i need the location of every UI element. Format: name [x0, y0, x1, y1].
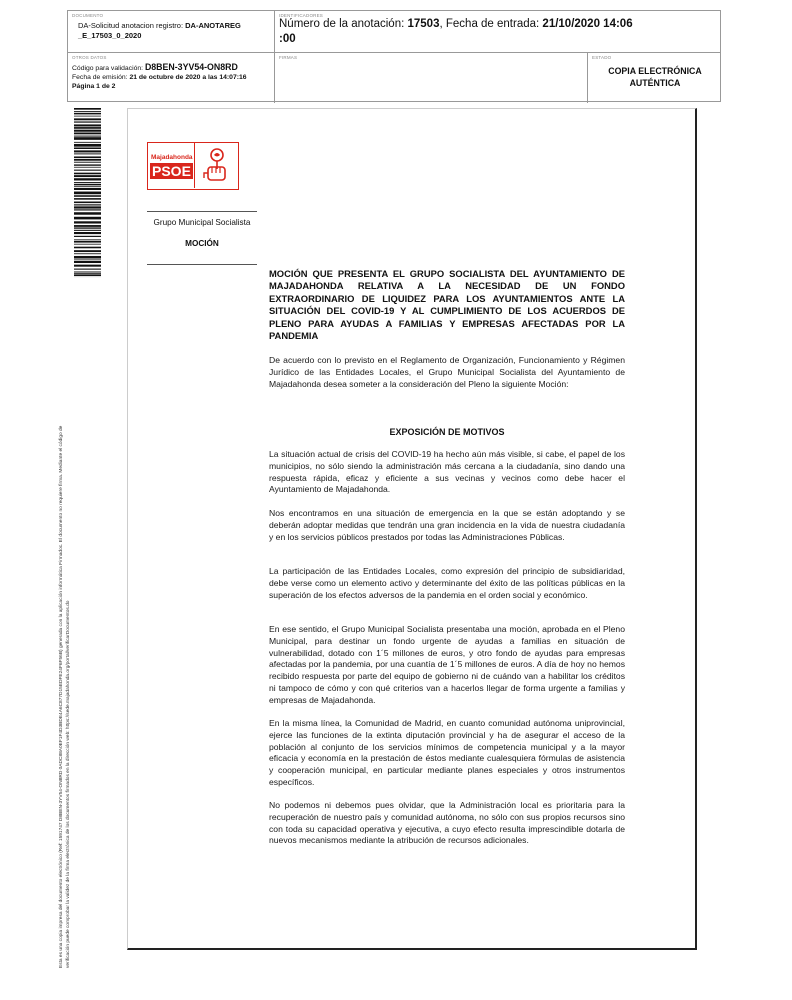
documento-code-suffix: _E_17503_0_2020 — [78, 31, 142, 40]
estado-label: ESTADO — [592, 55, 612, 60]
documento-code: DA-ANOTAREG — [185, 21, 241, 30]
barcode-bar — [74, 265, 101, 267]
verification-side-note — [58, 288, 72, 968]
otros-datos-cell — [68, 53, 275, 103]
barcode-bar — [74, 150, 101, 152]
estado-cell — [588, 53, 721, 103]
barcode-bar — [74, 111, 101, 112]
barcode-bar — [74, 217, 101, 220]
paragraph-1: La situación actual de crisis del COVID-19 ha hecho aún más visible, si cabe, el papel de los municipios, no sólo siendo la administración más cercana a la ciudadanía, sino dando una respuesta rápida, eficaz y eficiente a sus vecinas y vecinos como debe hacer el Ayuntamiento de Majadahonda. — [269, 449, 625, 495]
group-name: Grupo Municipal Socialista — [153, 218, 251, 227]
fecha-entrada-cont: :00 — [279, 33, 296, 45]
barcode-bar — [74, 227, 101, 228]
identificadores-label: IDENTIFICADORES — [279, 13, 324, 18]
barcode-bar — [74, 159, 101, 161]
barcode-bar — [74, 202, 101, 204]
section-heading: EXPOSICIÓN DE MOTIVOS — [389, 427, 505, 437]
fecha-entrada: 21/10/2020 14:06 — [542, 18, 633, 30]
document-type: MOCIÓN — [185, 239, 219, 248]
paragraph-6: No podemos ni debemos pues olvidar, que la Administración local es prioritaria para la recuperación de nuestro país y comunidad autónoma, no sólo con sus propios recursos sino con toda su capacidad operativa y ejecutiva, a cuyo efecto resulta imprescindible dotarla de nuevos mecanismos mediante la atribución de recursos adicionales. — [269, 800, 625, 846]
document-header — [67, 10, 721, 102]
rule-bottom — [147, 264, 257, 265]
barcode-bar — [74, 170, 101, 171]
motion-title: MOCIÓN QUE PRESENTA EL GRUPO SOCIALISTA DEL AYUNTAMIENTO DE MAJADAHONDA RELATIVA A LA NECESIDAD DE UN FONDO EXTRAORDINARIO DE LIQUIDEZ PARA LOS AYUNTAMIENTOS ANTE LA SITUACIÓN DEL COVID-19 Y AL CUMPLIMIENTO DE LOS ACUERDOS DE PLENO PARA AYUDAS A FAMILIAS Y EMPRESAS AFECTADAS POR LA PANDEMIA — [269, 268, 625, 342]
barcode-bar — [74, 206, 101, 208]
paragraph-2: Nos encontramos en una situación de emergencia en la que se están adoptando y se deberán adoptar medidas que tendrán una gran incidencia en la vida de nuestra ciudadanía y en los servicios públicos prestados por todas las Administraciones Públicas. — [269, 508, 625, 542]
barcode-bar — [74, 259, 101, 260]
paragraph-4: En ese sentido, el Grupo Municipal Socialista presentaba una moción, aprobada en el Pleno Municipal, para destinar un fondo urgente de ayudas a familias en situación de vulnerabilidad, dotado con 1´5 millones de euros, y otro fondo de ayudas para empresas afectadas por la pandemia, por una cuantía de 1´5 millones de euros. A día de hoy no hemos recibido respuesta por parte del equipo de gobierno ni de cuándo van a habilitar los créditos ni tampoco de cómo y con qué criterios van a hacerlos llegar de forma urgente a familias y empresas de Majadahonda. — [269, 624, 625, 705]
barcode-bar — [74, 212, 101, 214]
documento-label: DOCUMENTO — [72, 13, 104, 18]
barcode-bar — [74, 253, 101, 254]
rule-top — [147, 211, 257, 212]
barcode-bar — [74, 261, 101, 263]
barcode-bar — [74, 130, 101, 132]
intro-paragraph: De acuerdo con lo previsto en el Reglamento de Organización, Funcionamiento y Régimen Jurídico de las Entidades Locales, el Grupo Municipal Socialista del Ayuntamiento de Majadahonda desea someter a la consideración del Pleno la siguiente Moción: — [269, 355, 625, 389]
barcode-bar — [74, 147, 101, 149]
fecha-emision: 21 de octubre de 2020 a las 14:07:16 — [129, 74, 247, 81]
barcode-bar — [74, 236, 101, 237]
fist-rose-icon — [194, 143, 238, 188]
firmas-label: FIRMAS — [279, 55, 298, 60]
documento-text: DA-Solicitud anotacion registro: DA-ANOTAREG _E_17503_0_2020 — [78, 21, 241, 40]
barcode-bar — [74, 198, 101, 200]
validation-code: D8BEN-3YV54-ON8RD — [144, 62, 238, 72]
otros-datos-label: OTROS DATOS — [72, 55, 107, 60]
barcode-bar — [74, 136, 101, 137]
barcode-bar — [74, 167, 101, 168]
barcode-graphic — [74, 108, 101, 278]
barcode-bar — [74, 162, 101, 163]
logo-party: PSOE — [152, 163, 191, 179]
firmas-cell — [275, 53, 588, 103]
anotacion-text: Número de la anotación: 17503, Fecha de entrada: 21/10/2020 14:06 :00 — [279, 18, 633, 45]
barcode-bar — [74, 209, 101, 210]
documento-cell — [68, 11, 275, 53]
barcode-bar — [74, 232, 101, 234]
barcode-bar — [74, 241, 101, 243]
barcode-bar — [74, 132, 101, 134]
barcode-bar — [74, 156, 101, 158]
barcode-bar — [74, 124, 101, 126]
barcode-bar — [74, 144, 101, 147]
estado-value: COPIA ELECTRÓNICA AUTÉNTICA — [608, 66, 702, 88]
barcode-bar — [74, 184, 101, 186]
otros-datos-text: Código para validación: D8BEN-3YV54-ON8RD Fecha de emisión: 21 de octubre de 2020 a las 14:07:16 Página 1 de 2 — [72, 62, 247, 90]
barcode-bar — [74, 137, 101, 140]
page-count: Página 1 de 2 — [72, 83, 116, 90]
barcode-bar — [74, 153, 101, 154]
barcode-bar — [74, 121, 101, 122]
barcode-bar — [74, 188, 101, 190]
barcode-bar — [74, 274, 101, 276]
barcode-bar — [74, 108, 101, 110]
side-note-line-2: verificación puede comprobar la validez de la firma electrónica de los documentos firmados en la dirección web: https://sede.majadahonda.org/portal/verificarDocumentos.do — [66, 600, 71, 968]
barcode-bar — [74, 182, 101, 183]
barcode-bar — [74, 186, 101, 187]
barcode-bar — [74, 192, 101, 195]
psoe-logo — [147, 142, 239, 190]
barcode-bar — [74, 225, 101, 227]
paragraph-5: En la misma línea, la Comunidad de Madrid, en cuanto comunidad autónoma uniprovincial, ejerce las funciones de la extinta diputación provincial y ha de asegurar el acceso de la población al conjunto de los servicios mínimos de competencia municipal y a la mayor eficacia y economía en la prestación de éstos mediante cualesquiera fórmulas de asistencia y cooperación municipal, en particular mediante planes especiales y otros instrumentos específicos. — [269, 718, 625, 787]
barcode-bar — [74, 113, 101, 115]
paragraph-3: La participación de las Entidades Locales, como expresión del principio de subsidiaridad, debe verse como un elemento activo y determinante del éxito de las políticas públicas en la superación de los efectos adversos de la pandemia en el orden social y económico. — [269, 566, 625, 600]
barcode-bar — [74, 173, 101, 175]
barcode-bar — [74, 142, 101, 143]
barcode-bar — [74, 116, 101, 117]
barcode-bar — [74, 247, 101, 249]
barcode-bar — [74, 239, 101, 240]
barcode-bar — [74, 127, 101, 129]
barcode-bar — [74, 204, 101, 205]
side-note-line-1: Esta es una copia impresa del documento electrónico (Ref: 1591747 D8BEN-3YV54-ON8RD 0ADC88A0EF1F4D3BDE4A6C877D15EDFE24F6F56B) generada con la aplicación informática Firmadoc. El documento no requiere firma. Mediante el código de — [59, 425, 64, 968]
barcode-bar — [74, 178, 101, 180]
anotacion-numero: 17503 — [407, 18, 440, 30]
logo-town: Majadahonda — [151, 154, 193, 161]
barcode-bar — [74, 244, 101, 245]
anotacion-cell — [275, 11, 721, 53]
barcode-bar — [74, 230, 101, 231]
barcode-bar — [74, 272, 101, 273]
barcode-bar — [74, 250, 101, 252]
barcode-bar — [74, 221, 101, 223]
barcode-bar — [74, 269, 101, 270]
barcode-bar — [74, 118, 101, 120]
barcode-bar — [74, 256, 101, 259]
barcode-bar — [74, 164, 101, 165]
barcode-bar — [74, 175, 101, 177]
barcode-bar — [74, 273, 101, 274]
barcode-bar — [74, 195, 101, 197]
